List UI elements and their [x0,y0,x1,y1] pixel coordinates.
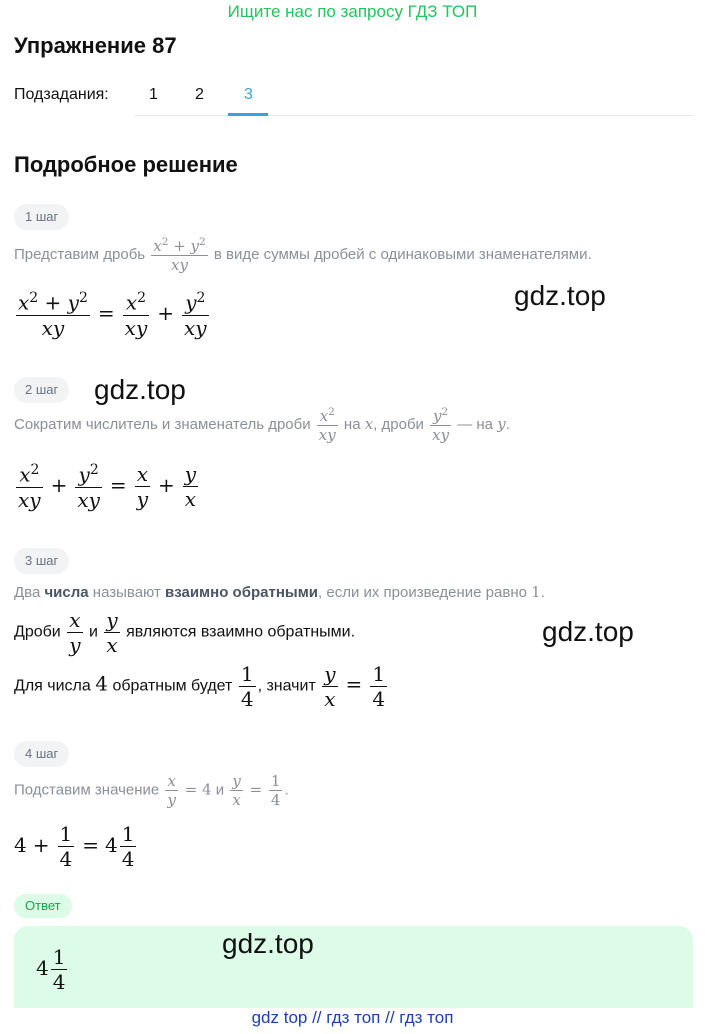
step-1-text: Представим дробь $\frac{x^2 + y^2}{xy}$ в виде суммы дробей с одинаковыми знаменателями. [14,236,592,274]
step-4-badge: 4 шаг [14,741,69,767]
step-3-line-2: Дроби $\frac{x}{y}$ и $\frac{y}{x}$ являются взаимно обратными. [14,608,356,657]
page-title: Упражнение 87 [14,33,177,58]
step-1-badge: 1 шаг [14,204,69,230]
step-2-text: Сократим числитель и знаменатель дроби $\frac{x^2}{xy}$ на x, дроби $\frac{y^2}{xy}$ — на y. [14,406,510,444]
active-tab-indicator [228,113,268,116]
answer-box [14,926,693,1008]
top-banner: Ищите нас по запросу ГДЗ ТОП [227,2,478,21]
tabs-divider [135,115,693,116]
step-4-text: Подставим значение $\frac{x}{y}$ = 4 и $\frac{y}{x}$ = $\frac{1}{4}$ . [14,772,289,809]
step-2-badge: 2 шаг [14,377,69,403]
footer-links[interactable]: gdz top // гдз топ // гдз топ [251,1008,454,1027]
tab-1[interactable]: 1 [149,86,158,103]
step-4-formula: 4 + $\frac{1}{4}$ = 4 $\frac{1}{4}$ [14,822,135,871]
watermark: gdz.top [94,374,186,405]
step-3-line-3: Для числа 4 обратным будет $\frac{1}{4}$ , значит $\frac{y}{x}$ = $\frac{1}{4}$ [14,662,386,711]
watermark: gdz.top [222,928,314,959]
answer-value: 4 $\frac{1}{4}$ [36,945,66,994]
step-2-formula: $\frac{x^2}{xy}$ + $\frac{y^2}{xy}$ = $\frac{x}{y}$ + $\frac{y}{x}$ [18,462,197,512]
watermark: gdz.top [514,280,606,311]
step-3-definition: Два числа называют взаимно обратными, если их произведение равно 1. [14,583,545,601]
tab-2[interactable]: 2 [195,86,204,103]
solution-heading: Подробное решение [14,152,238,177]
tab-3[interactable]: 3 [244,86,253,103]
step-3-badge: 3 шаг [14,548,69,574]
subtasks-label: Подзадания: [14,86,109,103]
answer-badge: Ответ [14,894,72,918]
watermark: gdz.top [542,616,634,647]
step-1-formula: $\frac{x^2 + y^2}{xy}$ = $\frac{x^2}{xy}$ + $\frac{y^2}{xy}$ [18,290,207,340]
fraction-x2y2-over-xy: $\frac{x^2 + y^2}{xy}$ [153,236,206,274]
